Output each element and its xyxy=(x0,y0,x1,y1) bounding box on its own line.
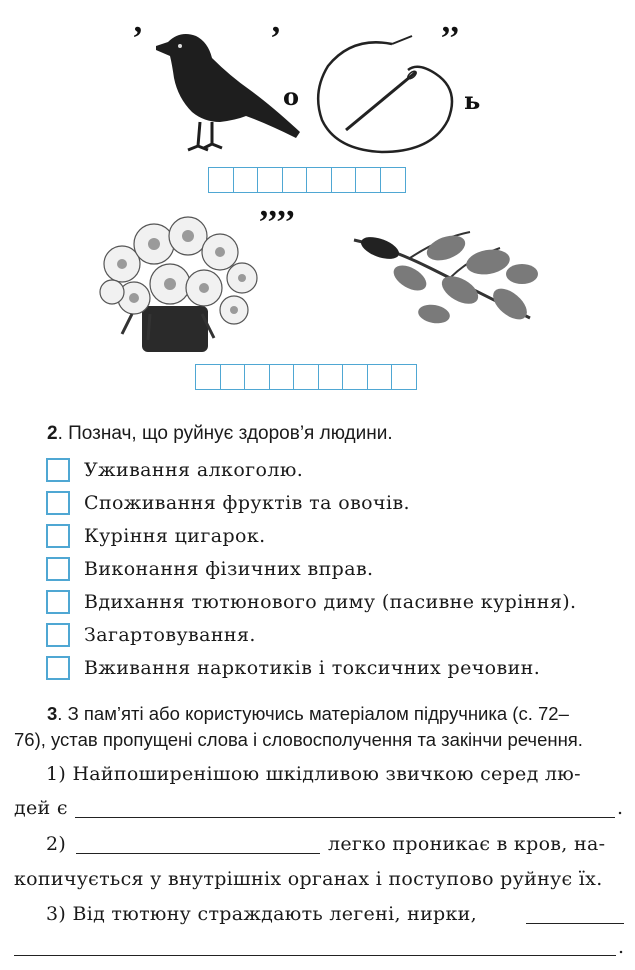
answer-cell[interactable] xyxy=(293,364,319,390)
checkbox[interactable] xyxy=(46,458,70,482)
apostrophe-mark-2: ’ xyxy=(270,20,282,57)
sentence-1-period: . xyxy=(617,797,624,819)
option-label: Загартовування. xyxy=(84,624,256,646)
answer-cell[interactable] xyxy=(282,167,308,193)
sentence-1-line2: дей є xyxy=(14,797,68,819)
option-row-1[interactable] xyxy=(46,455,303,485)
answer-cell[interactable] xyxy=(233,167,259,193)
option-label: Куріння цигарок. xyxy=(84,525,266,547)
option-row-6[interactable] xyxy=(46,620,256,650)
sentence-2-blank[interactable] xyxy=(76,853,320,854)
answer-cell[interactable] xyxy=(269,364,295,390)
option-row-5[interactable] xyxy=(46,587,576,617)
task-3-title-line2: 76), устав пропущені слова і словосполучення та закінчи речення. xyxy=(14,729,583,750)
answer-cell[interactable] xyxy=(244,364,270,390)
option-label: Виконання фізичних вправ. xyxy=(84,558,374,580)
apostrophe-mark-1: ’ xyxy=(132,20,144,57)
checkbox[interactable] xyxy=(46,623,70,647)
answer-grid-2[interactable] xyxy=(195,364,417,390)
answer-cell[interactable] xyxy=(331,167,357,193)
apostrophe-mark-3: ’’ xyxy=(440,20,461,57)
answer-grid-1[interactable] xyxy=(208,167,406,193)
answer-cell[interactable] xyxy=(355,167,381,193)
sentence-3-period: . xyxy=(618,936,625,958)
checkbox[interactable] xyxy=(46,491,70,515)
option-row-2[interactable] xyxy=(46,488,410,518)
answer-cell[interactable] xyxy=(306,167,332,193)
needle-thread-image xyxy=(312,30,462,158)
checkbox[interactable] xyxy=(46,524,70,548)
sentence-1-line1: 1) Найпоширенішою шкідливою звичкою серед лю- xyxy=(46,763,581,785)
option-label: Споживання фруктів та овочів. xyxy=(84,492,410,514)
task-3-number: 3 xyxy=(47,703,58,724)
option-row-3[interactable] xyxy=(46,521,266,551)
letter-soft-sign: ь xyxy=(464,86,481,115)
checkbox[interactable] xyxy=(46,656,70,680)
option-row-7[interactable] xyxy=(46,653,540,683)
option-label: Уживання алкоголю. xyxy=(84,459,304,481)
option-label: Вдихання тютюнового диму (пасивне куріння). xyxy=(84,591,577,613)
answer-cell[interactable] xyxy=(220,364,246,390)
answer-cell[interactable] xyxy=(342,364,368,390)
answer-cell[interactable] xyxy=(195,364,221,390)
pussy-willow-image xyxy=(350,218,544,338)
sentence-1-blank[interactable] xyxy=(75,817,615,818)
answer-cell[interactable] xyxy=(380,167,406,193)
task-2-text: . Познач, що руйнує здоров’я людини. xyxy=(57,423,393,444)
apostrophe-mark-4: ’’’’ xyxy=(258,204,296,241)
letter-o: о xyxy=(283,82,300,111)
sentence-2-number: 2) xyxy=(46,833,67,855)
answer-cell[interactable] xyxy=(257,167,283,193)
answer-cell[interactable] xyxy=(367,364,393,390)
checkbox[interactable] xyxy=(46,557,70,581)
task-3-title-line1 xyxy=(47,703,569,725)
option-label: Вживання наркотиків і токсичних речовин. xyxy=(84,657,541,679)
task-2-title xyxy=(47,423,393,445)
checkbox[interactable] xyxy=(46,590,70,614)
sentence-3-blank-1[interactable] xyxy=(526,923,624,924)
sentence-2-line2: копичується у внутрішніх органах і поступово руйнує їх. xyxy=(14,868,603,890)
sentence-2-line1: легко проникає в кров, на- xyxy=(328,833,606,855)
task-3-text: . З пам’яті або користуючись матеріалом підручника (с. 72– xyxy=(57,703,569,724)
option-row-4[interactable] xyxy=(46,554,374,584)
answer-cell[interactable] xyxy=(208,167,234,193)
task-2-number: 2 xyxy=(47,423,58,444)
sentence-3-line1: 3) Від тютюну страждають легені, нирки, xyxy=(46,903,477,925)
daffodils-bouquet-image xyxy=(92,214,262,356)
answer-cell[interactable] xyxy=(318,364,344,390)
answer-cell[interactable] xyxy=(391,364,417,390)
sentence-3-blank-2[interactable] xyxy=(14,955,616,956)
